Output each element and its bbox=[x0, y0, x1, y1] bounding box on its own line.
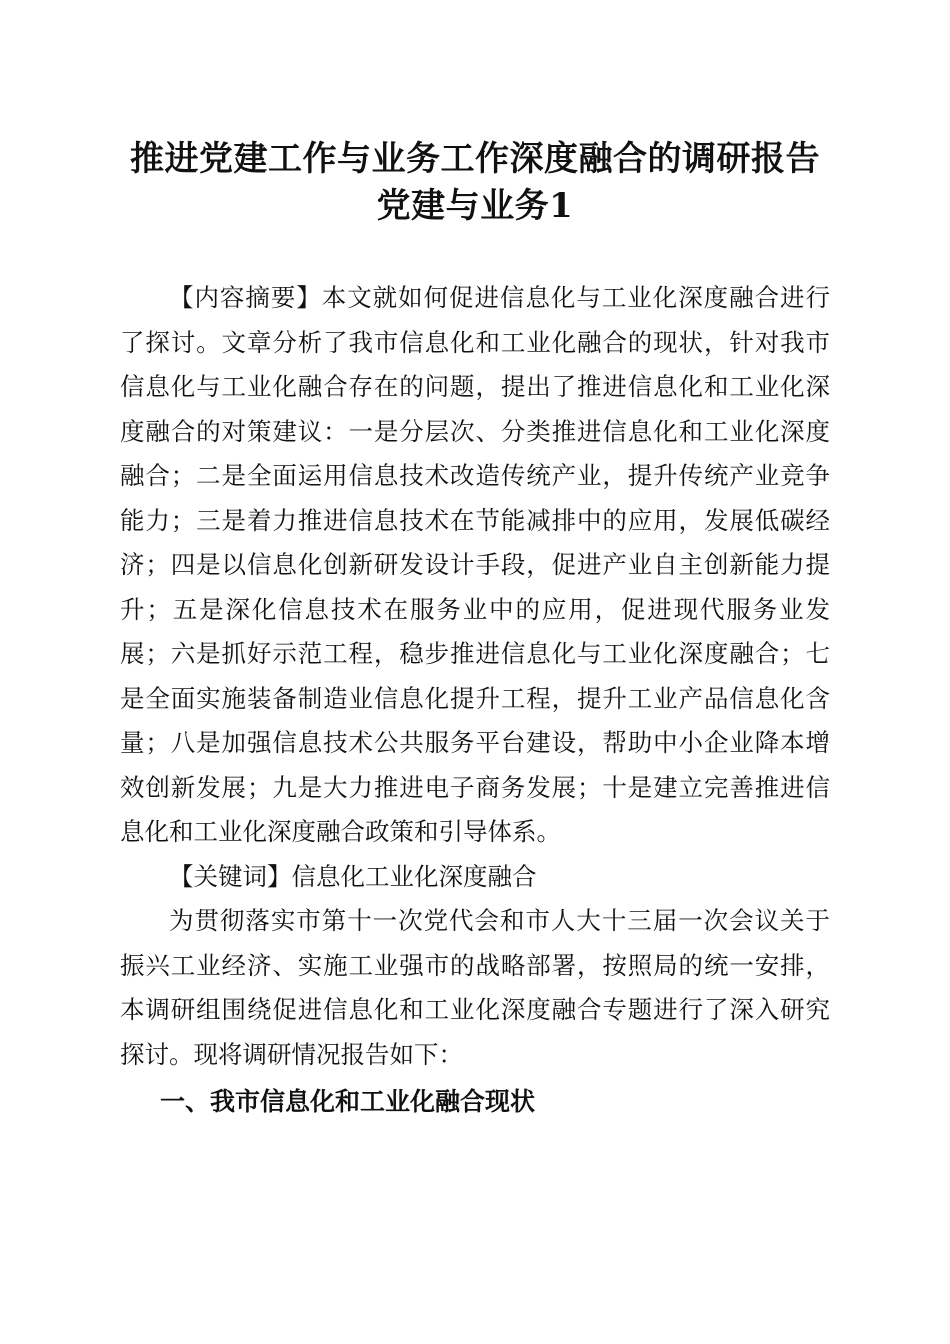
document-subtitle: 党建与业务1 bbox=[376, 186, 574, 226]
document-body bbox=[120, 276, 830, 1077]
document-title: 推进党建工作与业务工作深度融合的调研报告 bbox=[130, 139, 820, 179]
abstract-paragraph: 【内容摘要】本文就如何促进信息化与工业化深度融合进行了探讨。文章分析了我市信息化和工业化融合的现状，针对我市信息化与工业化融合存在的问题，提出了推进信息化和工业化深度融合的对策建议：一是分层次、分类推进信息化和工业化深度融合；二是全面运用信息技术改造传统产业，提升传统产业竞争能力；三是着力推进信息技术在节能减排中的应用，发展低碳经济；四是以信息化创新研发设计手段，促进产业自主创新能力提升；五是深化信息技术在服务业中的应用，促进现代服务业发展；六是抓好示范工程，稳步推进信息化与工业化深度融合；七是全面实施装备制造业信息化提升工程，提升工业产品信息化含量；八是加强信息技术公共服务平台建设，帮助中小企业降本增效创新发展；九是大力推进电子商务发展；十是建立完善推进信息化和工业化深度融合政策和引导体系。 bbox=[120, 283, 830, 846]
intro-paragraph: 为贯彻落实市第十一次党代会和市人大十三届一次会议关于振兴工业经济、实施工业强市的战略部署，按照局的统一安排，本调研组围绕促进信息化和工业化深度融合专题进行了深入研究探讨。现将调研情况报告如下： bbox=[120, 906, 830, 1069]
section-heading: 一、我市信息化和工业化融合现状 bbox=[160, 1087, 536, 1116]
keywords-paragraph: 【关键词】信息化工业化深度融合 bbox=[169, 861, 537, 891]
